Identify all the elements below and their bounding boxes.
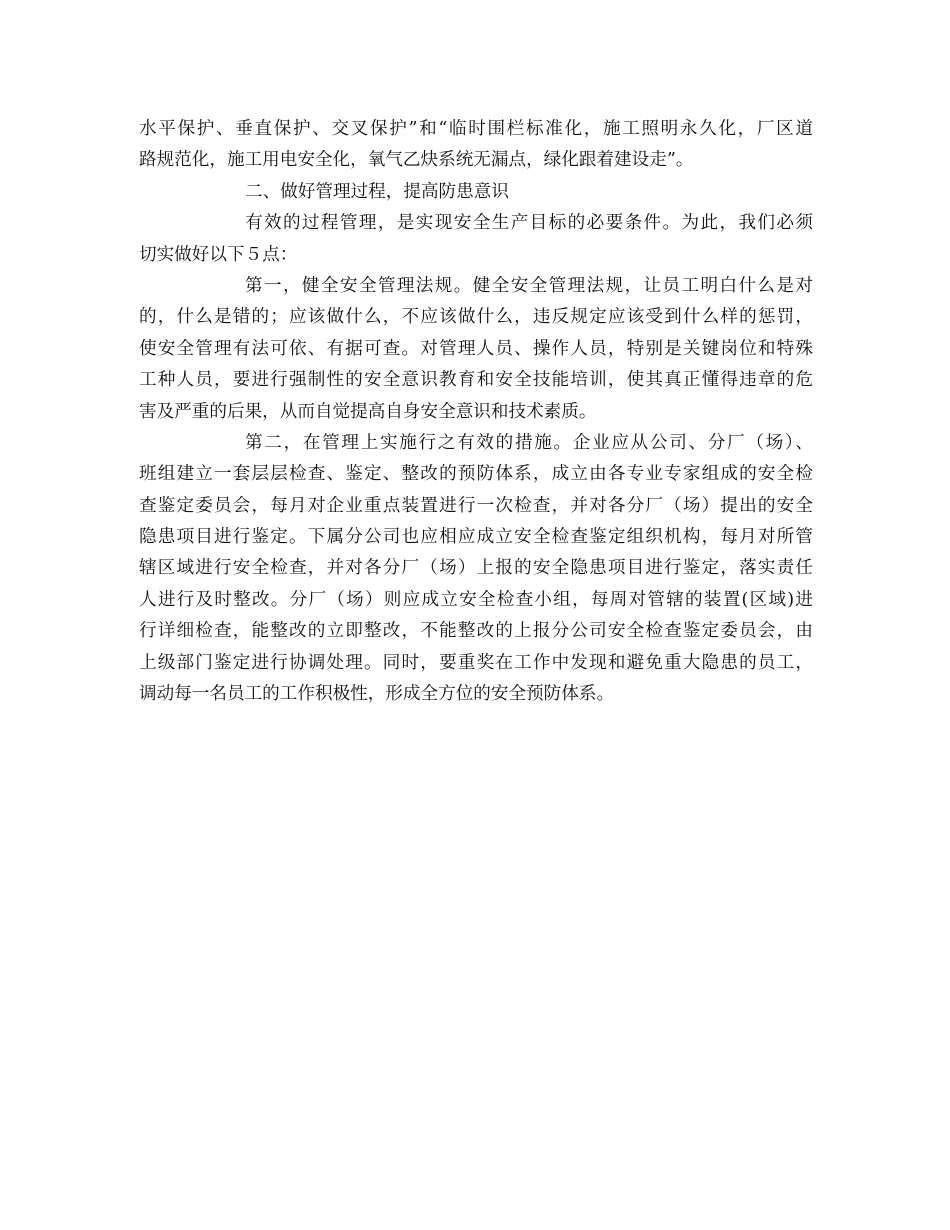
text-line: 工种人员，要进行强制性的安全意识教育和安全技能培训，使其真正懂得违章的危 [139, 370, 813, 391]
text-line: 切实做好以下５点： [139, 244, 298, 265]
text-line: 查鉴定委员会，每月对企业重点装置进行一次检查，并对各分厂（场）提出的安全 [139, 495, 813, 516]
paragraph-point-two [139, 428, 813, 711]
text-line: 害及严重的后果，从而自觉提高自身安全意识和技术素质。 [139, 401, 597, 422]
text-line: 班组建立一套层层检查、鉴定、整改的预防体系，成立由各专业专家组成的安全检 [139, 464, 813, 485]
text-line: 辖区域进行安全检查，并对各分厂（场）上报的安全隐患项目进行鉴定，落实责任 [139, 558, 813, 579]
paragraph-safety-standards [139, 114, 813, 177]
section-heading-text: 二、做好管理过程，提高防患意识 [245, 181, 509, 202]
text-line: 路规范化，施工用电安全化，氧气乙炔系统无漏点，绿化跟着建设走”。 [139, 150, 694, 171]
text-line: 人进行及时整改。分厂（场）则应成立安全检查小组，每周对管辖的装置(区域)进 [139, 589, 813, 610]
document-body [139, 114, 813, 710]
text-line: 水平保护、垂直保护、交叉保护”和“临时围栏标准化，施工照明永久化，厂区道 [139, 119, 813, 139]
text-line: 调动每一名员工的工作积极性，形成全方位的安全预防体系。 [139, 684, 615, 705]
text-line: 隐患项目进行鉴定。下属分公司也应相应成立安全检查鉴定组织机构，每月对所管 [139, 527, 813, 548]
text-line: 有效的过程管理，是实现安全生产目标的必要条件。为此，我们必须 [245, 213, 813, 234]
text-line: 行详细检查，能整改的立即整改，不能整改的上报分公司安全检查鉴定委员会，由 [139, 621, 813, 642]
paragraph-process-management [139, 208, 813, 271]
section-heading [139, 177, 813, 208]
text-line: 的，什么是错的；应该做什么，不应该做什么，违反规定应该受到什么样的惩罚， [139, 307, 813, 328]
paragraph-point-one [139, 271, 813, 428]
text-line: 第二，在管理上实施行之有效的措施。企业应从公司、分厂（场）、 [245, 432, 813, 453]
text-line: 使安全管理有法可依、有据可查。对管理人员、操作人员，特别是关键岗位和特殊 [139, 338, 813, 359]
text-line: 上级部门鉴定进行协调处理。同时，要重奖在工作中发现和避免重大隐患的员工， [139, 652, 813, 673]
text-line: 第一，健全安全管理法规。健全安全管理法规，让员工明白什么是对 [245, 275, 813, 296]
